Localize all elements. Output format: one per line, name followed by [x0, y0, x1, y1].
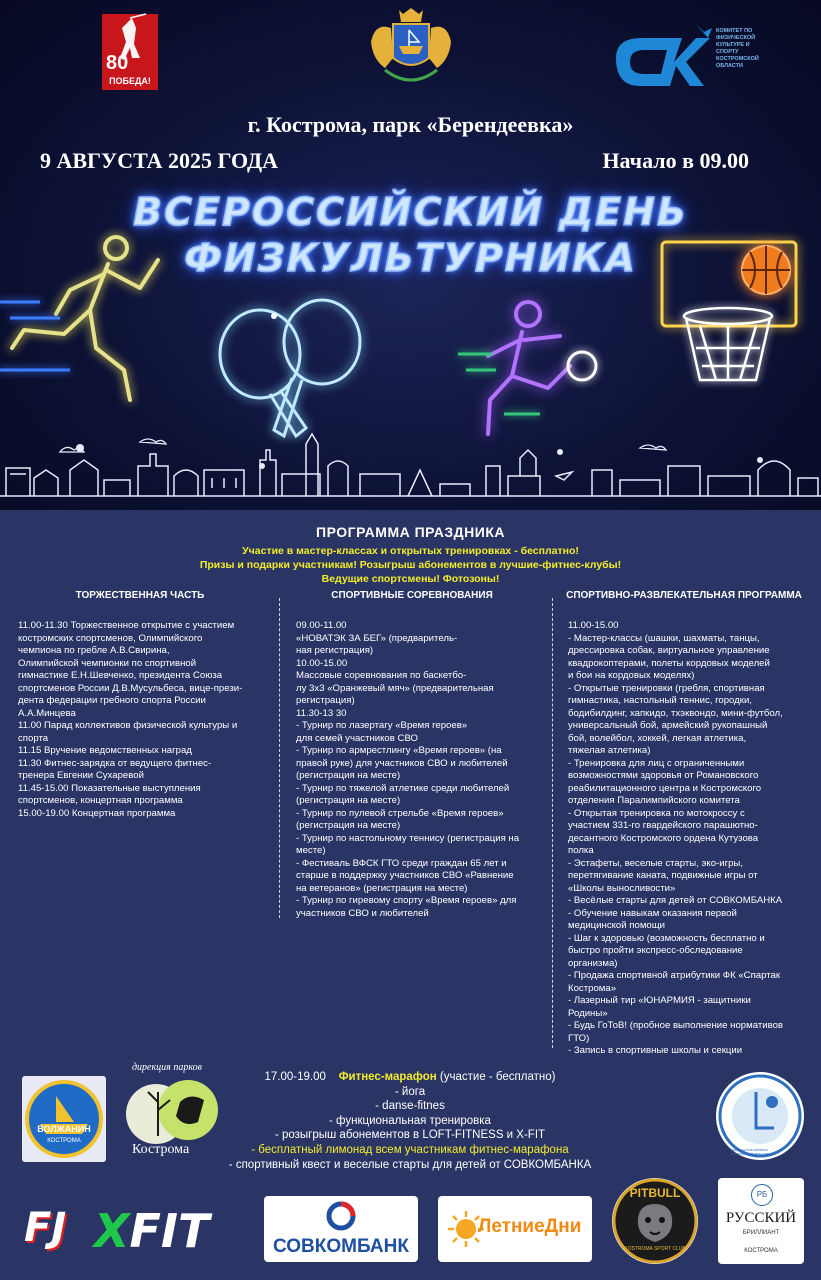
russkiy-city: КОСТРОМА [744, 1248, 778, 1254]
letnie-dni-name: ЛетниеДни [478, 1216, 582, 1237]
marathon-heading [150, 1070, 670, 1085]
victory-80-logo [102, 14, 158, 90]
column-text-ceremony: 11.00-11.30 Торжественное открытие с участием костромских спортсменов, Олимпийского чемпиона по гребле А.В.Свирина, Олимпийской чемпионки по спортивной гимнастике Е.Н.Шевченко, президента Союза спортсменов России Д.В.Мусульбеса, вице-прези- дента федерации гребного спорта России А.А.Минцева 11.00 Парад коллективов физической культуры и спорта 11.15 Вручение ведомственных наград 11.30 Фитнес-зарядка от ведущего фитнес- тренера Евгении Сухаревой 11.45-15.00 Показательные выступления спортсменов, концертная программа 15.00-19.00 Концертная программа [18, 620, 243, 819]
russkiy-name: РУССКИЙ [725, 1210, 797, 1226]
program-title: ПРОГРАММА ПРАЗДНИКА [316, 524, 505, 540]
fitness-marathon [150, 1070, 670, 1172]
volzhanin-logo [22, 1076, 106, 1162]
volzhanin-name: ВОЛЖАНИН [37, 1124, 91, 1134]
russkiy-monogram: РБ [751, 1184, 773, 1206]
title-line-1: ВСЕРОССИЙСКИЙ ДЕНЬ [133, 190, 688, 234]
sovcombank-logo [264, 1196, 418, 1262]
xfit-logo [94, 1200, 244, 1262]
city-skyline-icon [0, 430, 821, 506]
column-text-competitions: 09.00-11.00 «НОВАТЭК ЗА БЕГ» (предваритель- ная регистрация) 10.00-15.00 Массовые соревнования по баскетбо- лу 3х3 «Оранжевый мяч» (предварительная регистрация) 11.30-13 30 - Турнир по лазертагу «Время героев» для семей участников СВО - Турнир по армрестлингу «Время героев» (на правой руке) для участников СВО и любителей (регистрация на месте) - Турнир по тяжелой атлетике среди любителей (регистрация на месте) - Турнир по пулевой стрельбе «Время героев» (регистрация на месте) - Турнир по настольному теннису (регистрация на месте) - Фестиваль ВФСК ГТО среди граждан 65 лет и старше в поддержку участников СВО «Равнение на ветеранов» (регистрация на месте) - Турнир по гиревому спорту «Время героев» для участников СВО и любителей [296, 620, 520, 919]
victory-80-number: 80 [106, 52, 129, 74]
column-divider [279, 598, 280, 918]
fj-logo [24, 1200, 80, 1256]
event-location: г. Кострома, парк «Берендеевка» [247, 112, 574, 137]
coat-of-arms-icon [363, 8, 459, 90]
pitbull-logo [612, 1178, 698, 1264]
pitbull-sub: KOSTROMA SPORT CLUB [624, 1246, 686, 1252]
program-highlight-line: Призы и подарки участникам! Розыгрыш абонементов в лучшие-фитнес-клубы! [199, 559, 622, 571]
marathon-title: Фитнес-марафон [338, 1071, 437, 1083]
event-date: 9 АВГУСТА 2025 ГОДА [40, 148, 279, 173]
volleyball-federation-name: ФЕДЕРАЦИЯ ВОЛЕЙБОЛА КОСТРОМСКОЙ ОБЛАСТИ [730, 1148, 769, 1156]
marathon-item: - danse-fitnes [375, 1100, 445, 1113]
column-text-entertainment: 11.00-15.00 - Мастер-классы (шашки, шахматы, танцы, дрессировка собак, виртуальное управление квадрокоптерами, полеты кордовых моделей и бои на кордовых моделях) - Открытые тренировки (гребля, спортивная гимнастика, настольный теннис, городки, бодибилдинг, хапкидо, тхэквондо, мини-футбол, универсальный бой, армейский рукопашный бой, волейбол, хоккей, легкая атлетика, тяжелая атлетика) - Тренировка для лиц с ограниченными возможностями здоровья от Романовского реабилитационного центра и Костромского отделения Паралимпийского комитета - Открытая тренировка по мотокроссу с участием 331-го гвардейского парашютно- десантного Костромского ордена Кутузова полка - Эстафеты, веселые старты, эко-игры, перетягивание каната, подвижные игры от «Школы выносливости» - Весёлые старты для детей от СОВКОМБАНКА - Обучение навыкам оказания первой медицинской помощи - Шаг к здоровью (возможность бесплатно и быстро пройти экспресс-обследование организма) - Продажа спортивной атрибутики ФК «Спартак Кострома» - Лазерный тир «ЮНАРМИЯ - защитники Родины» - Будь ГоТоВ! (пробное выполнение нормативов ГТО) - Запись в спортивные школы и секции [568, 620, 784, 1056]
program-highlights [0, 544, 821, 586]
volleyball-federation-logo [716, 1072, 804, 1160]
marathon-item: - йога [394, 1085, 426, 1098]
neon-basketball-hoop-icon [656, 236, 806, 396]
marathon-time: 17.00-19.00 [264, 1071, 326, 1083]
sovcombank-name: СОВКОМБАНК [273, 1236, 409, 1257]
letnie-dni-logo [438, 1196, 592, 1262]
sport-committee-caption: КОМИТЕТ ПО ФИЗИЧЕСКОЙ КУЛЬТУРЕ И СПОРТУ КОСТРОМСКОЙ ОБЛАСТИ [716, 28, 759, 69]
column-heading-entertainment: СПОРТИВНО-РАЗВЛЕКАТЕЛЬНАЯ ПРОГРАММА [566, 590, 802, 601]
marathon-item: - спортивный квест и веселые старты для детей от СОВКОМБАНКА [228, 1158, 592, 1171]
neon-runner-icon [0, 230, 170, 410]
program-highlight-line: Участие в мастер-классах и открытых тренировках - бесплатно! [242, 545, 579, 557]
column-divider [552, 598, 553, 1048]
marathon-note: (участие - бесплатно) [439, 1071, 556, 1083]
victory-80-caption: ПОБЕДА! [109, 76, 151, 86]
parks-directorate-city: Кострома [132, 1142, 190, 1157]
event-start-time: Начало в 09.00 [602, 148, 749, 173]
fj-logo-text: FJ [24, 1205, 67, 1251]
column-heading-ceremony: ТОРЖЕСТВЕННАЯ ЧАСТЬ [75, 590, 205, 601]
xfit-text: FIT [129, 1204, 210, 1258]
xfit-x: X [94, 1204, 130, 1258]
marathon-item: - розыгрыш абонементов в LOFT-FITNESS и X-FIT [274, 1129, 546, 1142]
volzhanin-city: КОСТРОМА [47, 1138, 81, 1144]
program-highlight-line: Ведущие спортсмены! Фотозоны! [321, 573, 500, 585]
sport-committee-logo [612, 18, 772, 94]
column-heading-competitions: СПОРТИВНЫЕ СОРЕВНОВАНИЯ [331, 590, 493, 601]
marathon-highlight: - бесплатный лимонад всем участникам фитнес-марафона [251, 1143, 569, 1156]
neon-ping-pong-icon [208, 296, 368, 446]
pitbull-name: PITBULL [629, 1186, 681, 1200]
russkiy-sub: БРИЛЛИАНТ [742, 1230, 780, 1236]
marathon-item: - функциональная тренировка [329, 1114, 491, 1127]
parks-directorate-top: дирекция парков [132, 1062, 202, 1073]
hero-banner [0, 0, 821, 510]
russkiy-brilliant-logo [718, 1178, 804, 1264]
title-line-2: ФИЗКУЛЬТУРНИКА [184, 236, 637, 280]
